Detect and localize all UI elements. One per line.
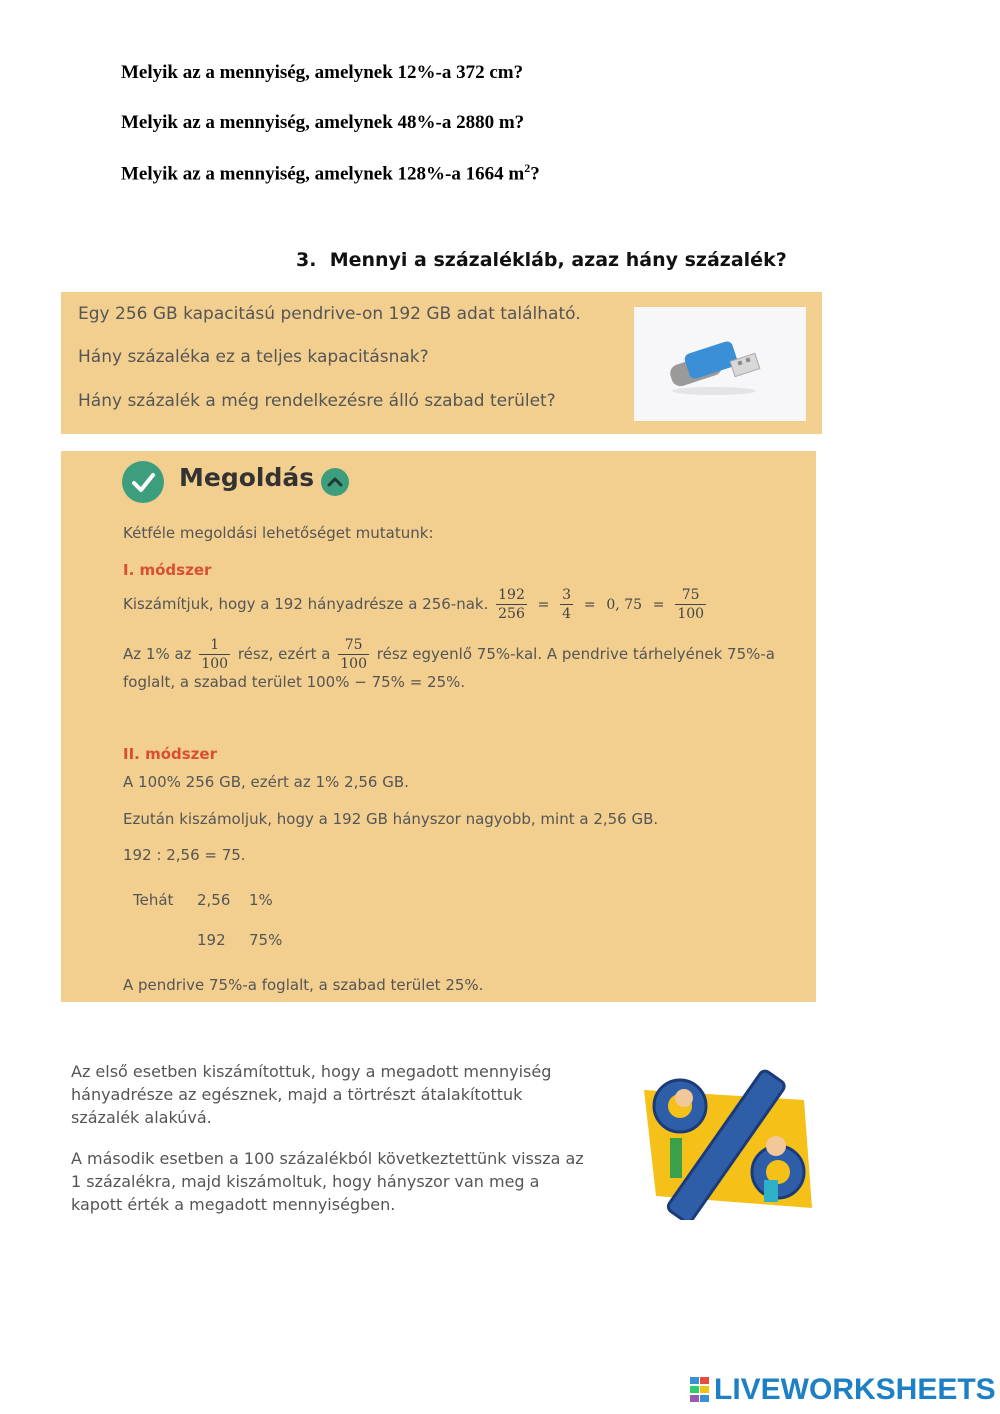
fraction-3-4	[560, 586, 573, 623]
usb-drive-image	[634, 307, 806, 421]
checkmark-icon	[122, 461, 164, 503]
method-2-conclusion: A pendrive 75%-a foglalt, a szabad terület 25%.	[123, 976, 484, 994]
table-cell: 192	[197, 931, 226, 949]
question-2: Melyik az a mennyiség, amelynek 48%-a 2880 m?	[121, 112, 525, 133]
fraction-1-100	[199, 636, 230, 673]
table-label: Tehát	[133, 891, 174, 909]
logo-text: LIVEWORKSHEETS	[714, 1373, 996, 1406]
fraction-denominator: 4	[562, 606, 572, 622]
method-1-line-1: Kiszámítjuk, hogy a 192 hányadrésze a 256-nak. $\frac{192}{256}$ = $\frac{3}{4}$ = 0, 75 = $\frac{75}{100}$	[123, 587, 705, 622]
question-3-superscript: 2	[524, 161, 531, 175]
method-1-line-2-c: rész egyenlő 75%-kal. A pendrive tárhelyének 75%-a	[376, 645, 775, 663]
task-box	[61, 292, 822, 434]
method-1-line-2-b: rész, ezért a	[237, 645, 331, 663]
section-number: 3.	[296, 249, 317, 271]
table-cell: 1%	[249, 891, 273, 909]
method-1-line-3: foglalt, a szabad terület 100% − 75% = 25%.	[123, 673, 466, 691]
percent-cartoon-illustration	[636, 1068, 818, 1220]
method-2-line-1: A 100% 256 GB, ezért az 1% 2,56 GB.	[123, 773, 409, 791]
task-line-2: Hány százaléka ez a teljes kapacitásnak?	[78, 347, 429, 367]
fraction-numerator: 1	[199, 636, 230, 655]
question-3-end: ?	[530, 163, 540, 185]
method-1-line-2-a: Az 1% az	[123, 645, 192, 663]
task-line-3: Hány százalék a még rendelkezésre álló szabad terület?	[78, 391, 556, 411]
fraction-192-256	[496, 586, 527, 623]
question-3	[121, 161, 540, 185]
table-cell: 75%	[249, 931, 283, 949]
decimal-value: 0, 75	[606, 596, 643, 613]
solution-box	[61, 451, 816, 1002]
fraction-denominator: 100	[201, 656, 229, 672]
section-heading	[296, 249, 787, 271]
fraction-numerator: 75	[675, 586, 706, 605]
fraction-numerator: 3	[562, 587, 572, 603]
logo-mark-icon	[690, 1377, 710, 1403]
method-1-line-2	[123, 636, 775, 673]
fraction-numerator: 192	[498, 587, 525, 603]
question-3-text: Melyik az a mennyiség, amelynek 128%-a 1664 m	[121, 163, 525, 185]
fraction-denominator: 100	[340, 656, 367, 672]
summary-paragraph-1: Az első esetben kiszámítottuk, hogy a megadott mennyiség hányadrésze az egésznek, majd a törtrészt átalakítottuk százalék alakúvá.	[71, 1062, 552, 1127]
fraction-75-100	[675, 586, 706, 623]
fraction-numerator: 75	[338, 636, 369, 655]
summary-paragraph-2: A második esetben a 100 százalékból következtettünk vissza az 1 százalékra, majd kiszámoltuk, hogy hányszor van meg a kapott érték a megadott mennyiségben.	[71, 1149, 584, 1214]
fraction-75-100-b	[338, 636, 369, 673]
method-1-line-1-text: Kiszámítjuk, hogy a 192 hányadrésze a 256-nak.	[123, 595, 489, 613]
solution-title: Megoldás	[179, 463, 315, 492]
method-2-line-2: Ezután kiszámoljuk, hogy a 192 GB hányszor nagyobb, mint a 2,56 GB.	[123, 810, 659, 828]
chevron-up-icon[interactable]	[321, 468, 349, 496]
question-1: Melyik az a mennyiség, amelynek 12%-a 372 cm?	[121, 62, 524, 83]
method-2-line-3: 192 : 2,56 = 75.	[123, 846, 246, 864]
task-line-1: Egy 256 GB kapacitású pendrive-on 192 GB adat található.	[78, 304, 581, 324]
method-2-label: II. módszer	[123, 745, 217, 763]
method-1-label: I. módszer	[123, 561, 212, 579]
section-title: Mennyi a százalékláb, azaz hány százalék?	[329, 249, 787, 271]
table-cell: 2,56	[197, 891, 231, 909]
solution-intro: Kétféle megoldási lehetőséget mutatunk:	[123, 524, 434, 542]
fraction-denominator: 100	[677, 606, 705, 622]
fraction-denominator: 256	[498, 606, 525, 622]
